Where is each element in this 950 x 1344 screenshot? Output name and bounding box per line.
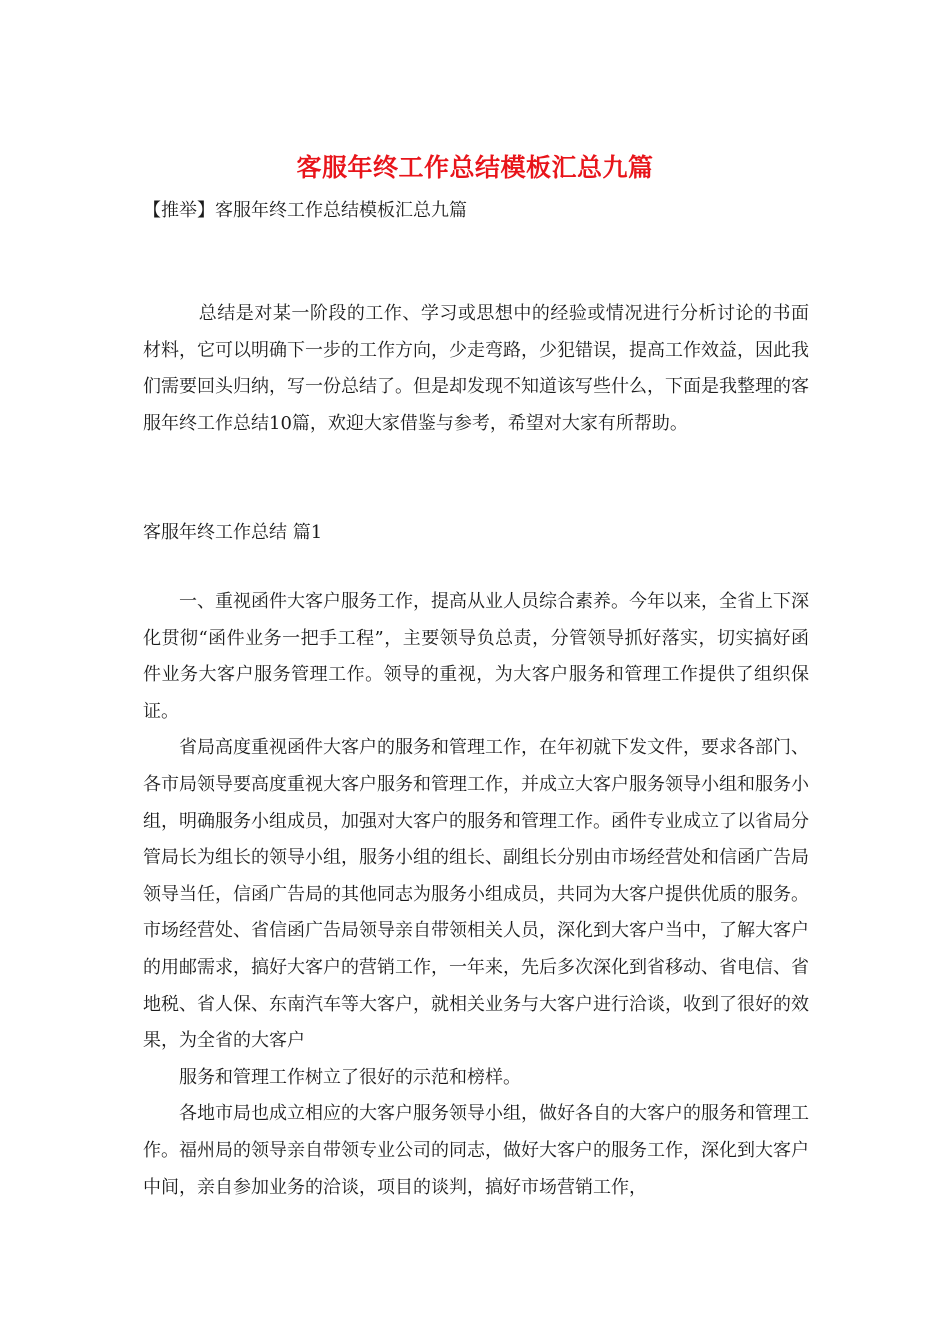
paragraph: 一、重视函件大客户服务工作，提高从业人员综合素养。今年以来，全省上下深化贯彻“函件业务一把手工程”，主要领导负总责，分管领导抓好落实，切实搞好函件业务大客户服务管理工作。领导的重视，为大客户服务和管理工作提供了组织保证。 <box>143 591 809 722</box>
paragraph: 服务和管理工作树立了很好的示范和榜样。 <box>179 1066 521 1088</box>
article-body <box>143 584 809 1206</box>
paragraph: 各地市局也成立相应的大客户服务领导小组，做好各自的大客户的服务和管理工作。福州局的领导亲自带领专业公司的同志，做好大客户的服务工作，深化到大客户中间，亲自参加业务的洽谈，项目的谈判，搞好市场营销工作， <box>143 1103 809 1198</box>
intro-paragraph: 总结是对某一阶段的工作、学习或思想中的经验或情况进行分析讨论的书面材料，它可以明确下一步的工作方向，少走弯路，少犯错误，提高工作效益，因此我们需要回头归纳，写一份总结了。但是却发现不知道该写些什么，下面是我整理的客服年终工作总结10篇，欢迎大家借鉴与参考，希望对大家有所帮助。 <box>143 303 809 434</box>
recommend-line: 【推举】客服年终工作总结模板汇总九篇 <box>143 200 467 221</box>
intro-block <box>143 296 809 442</box>
paragraph: 省局高度重视函件大客户的服务和管理工作，在年初就下发文件，要求各部门、各市局领导要高度重视大客户服务和管理工作，并成立大客户服务领导小组和服务小组，明确服务小组成员，加强对大客户的服务和管理工作。函件专业成立了以省局分管局长为组长的领导小组，服务小组的组长、副组长分别由市场经营处和信函广告局领导当任，信函广告局的其他同志为服务小组成员，共同为大客户提供优质的服务。市场经营处、省信函广告局领导亲自带领相关人员，深化到大客户当中，了解大客户的用邮需求，搞好大客户的营销工作，一年来，先后多次深化到省移动、省电信、省地税、省人保、东南汽车等大客户，就相关业务与大客户进行洽谈，收到了很好的效果，为全省的大客户 <box>143 737 809 1052</box>
document-title: 客服年终工作总结模板汇总九篇 <box>296 153 654 182</box>
section-heading: 客服年终工作总结 篇1 <box>143 522 323 543</box>
